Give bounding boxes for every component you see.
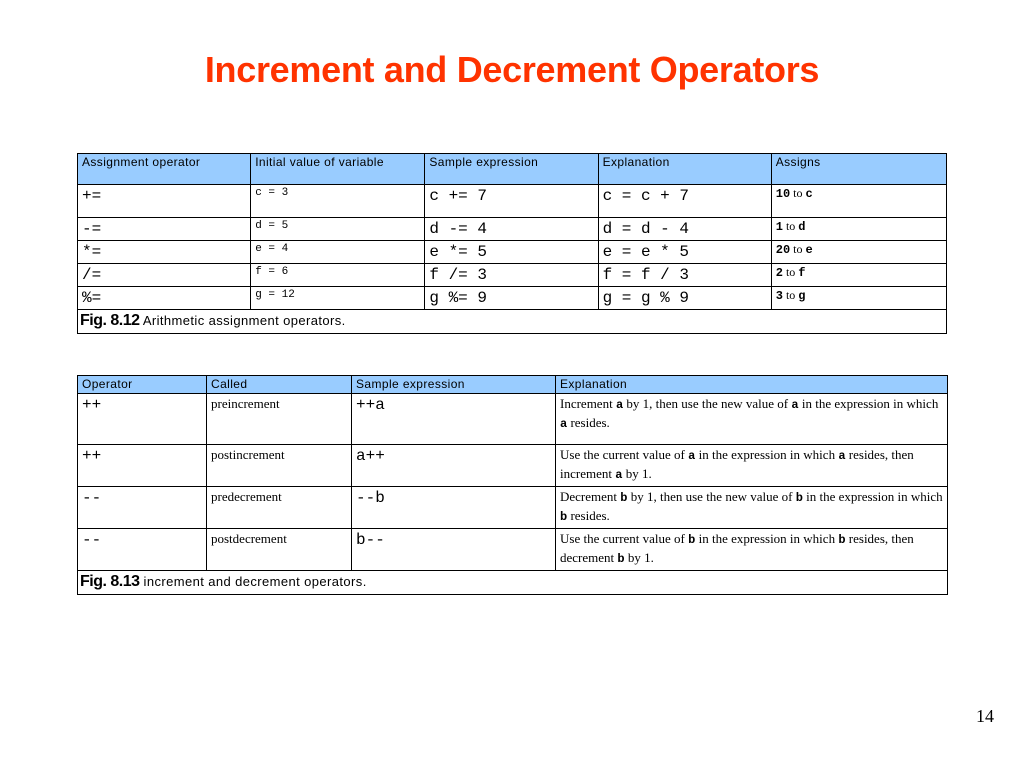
explanation-text: in the expression in which (695, 531, 839, 546)
code-variable: a (560, 417, 568, 431)
sample-expression-cell: e *= 5 (425, 241, 598, 264)
assigns-to-text: to (785, 288, 796, 302)
table-row (78, 185, 947, 218)
explanation-text: Use the current value of (560, 447, 689, 462)
explanation-text: Decrement (560, 489, 621, 504)
called-cell: postdecrement (207, 529, 352, 571)
explanation-text: by 1, then use the new value of (623, 396, 792, 411)
explanation-cell: c = c + 7 (598, 185, 771, 218)
assigns-to-text: to (785, 265, 796, 279)
code-variable: a (838, 449, 846, 463)
explanation-cell (556, 487, 948, 529)
header-assigns: Assigns (771, 154, 946, 185)
explanation-cell: f = f / 3 (598, 264, 771, 287)
assigns-variable: f (798, 266, 806, 280)
initial-value-cell: g = 12 (251, 287, 425, 310)
code-variable: a (688, 449, 696, 463)
assigns-variable: e (805, 243, 813, 257)
code-variable: a (791, 398, 799, 412)
table-row (78, 529, 948, 571)
explanation-cell (556, 445, 948, 487)
assigns-variable: g (798, 289, 806, 303)
code-variable: b (838, 533, 846, 547)
code-variable: a (615, 468, 623, 482)
table-header-row (78, 376, 948, 394)
sample-expression-cell: c += 7 (425, 185, 598, 218)
operator-cell: *= (78, 241, 251, 264)
sample-expression-cell: --b (352, 487, 556, 529)
explanation-text: resides, then decrement (560, 531, 914, 565)
explanation-cell (556, 529, 948, 571)
operator-cell: -= (78, 218, 251, 241)
sample-expression-cell: ++a (352, 394, 556, 445)
header-sample-expression: Sample expression (352, 376, 556, 394)
explanation-text: resides. (567, 508, 610, 523)
explanation-cell: d = d - 4 (598, 218, 771, 241)
header-operator: Operator (78, 376, 207, 394)
header-initial-value: Initial value of variable (251, 154, 425, 185)
initial-value-cell: f = 6 (251, 264, 425, 287)
table-row (78, 264, 947, 287)
explanation-text: resides. (567, 415, 610, 430)
assigns-cell (771, 287, 946, 310)
assigns-value: 20 (775, 243, 791, 257)
header-explanation: Explanation (556, 376, 948, 394)
explanation-text: in the expression in which (802, 489, 943, 504)
explanation-text: by 1, then use the new value of (627, 489, 796, 504)
header-sample-expression: Sample expression (425, 154, 598, 185)
explanation-text: Use the current value of (560, 531, 689, 546)
assigns-value: 10 (775, 187, 791, 201)
table-row (78, 287, 947, 310)
assigns-cell (771, 185, 946, 218)
assignment-operators-table (77, 153, 947, 334)
assigns-cell (771, 218, 946, 241)
operator-cell: -- (78, 529, 207, 571)
explanation-cell (556, 394, 948, 445)
operator-cell: %= (78, 287, 251, 310)
table-row (78, 241, 947, 264)
initial-value-cell: e = 4 (251, 241, 425, 264)
sample-expression-cell: a++ (352, 445, 556, 487)
assigns-cell (771, 241, 946, 264)
operator-cell: ++ (78, 394, 207, 445)
explanation-cell: e = e * 5 (598, 241, 771, 264)
assigns-value: 2 (775, 266, 783, 280)
initial-value-cell: d = 5 (251, 218, 425, 241)
code-variable: a (615, 398, 624, 412)
figure-label: Fig. 8.13 (80, 573, 140, 590)
header-explanation: Explanation (598, 154, 771, 185)
assigns-to-text: to (793, 242, 803, 256)
table-row (78, 394, 948, 445)
explanation-cell: g = g % 9 (598, 287, 771, 310)
called-cell: preincrement (207, 394, 352, 445)
code-variable: b (560, 510, 568, 524)
explanation-text: resides, then increment (560, 447, 914, 481)
code-variable: b (620, 491, 628, 505)
figure-caption-text: increment and decrement operators. (143, 574, 367, 589)
assigns-variable: c (805, 187, 813, 201)
code-variable: b (617, 552, 625, 566)
table-row (78, 218, 947, 241)
sample-expression-cell: d -= 4 (425, 218, 598, 241)
page-number: 14 (976, 706, 994, 726)
explanation-text: by 1. (622, 466, 652, 481)
operator-cell: /= (78, 264, 251, 287)
explanation-text: by 1. (624, 550, 654, 565)
slide-title: Increment and Decrement Operators (204, 49, 820, 90)
explanation-text: Increment (560, 396, 616, 411)
table-row (78, 445, 948, 487)
code-variable: b (688, 533, 696, 547)
assigns-value: 3 (775, 289, 783, 303)
figure-caption-text: Arithmetic assignment operators. (142, 313, 346, 328)
table-row (78, 487, 948, 529)
explanation-text: in the expression in which (798, 396, 939, 411)
initial-value-cell: c = 3 (251, 185, 425, 218)
operator-cell: -- (78, 487, 207, 529)
sample-expression-cell: b-- (352, 529, 556, 571)
header-assignment-operator: Assignment operator (78, 154, 251, 185)
operator-cell: += (78, 185, 251, 218)
assigns-to-text: to (785, 219, 796, 233)
sample-expression-cell: f /= 3 (425, 264, 598, 287)
called-cell: postincrement (207, 445, 352, 487)
explanation-text: in the expression in which (695, 447, 839, 462)
figure-label: Fig. 8.12 (80, 312, 140, 329)
figure-caption (78, 571, 948, 595)
operator-cell: ++ (78, 445, 207, 487)
header-called: Called (207, 376, 352, 394)
assigns-value: 1 (775, 220, 783, 234)
assigns-to-text: to (793, 186, 803, 200)
assigns-variable: d (798, 220, 806, 234)
called-cell: predecrement (207, 487, 352, 529)
sample-expression-cell: g %= 9 (425, 287, 598, 310)
assigns-cell (771, 264, 946, 287)
figure-caption (78, 310, 947, 334)
code-variable: b (795, 491, 803, 505)
table-header-row (78, 154, 947, 185)
increment-decrement-table (77, 375, 948, 595)
